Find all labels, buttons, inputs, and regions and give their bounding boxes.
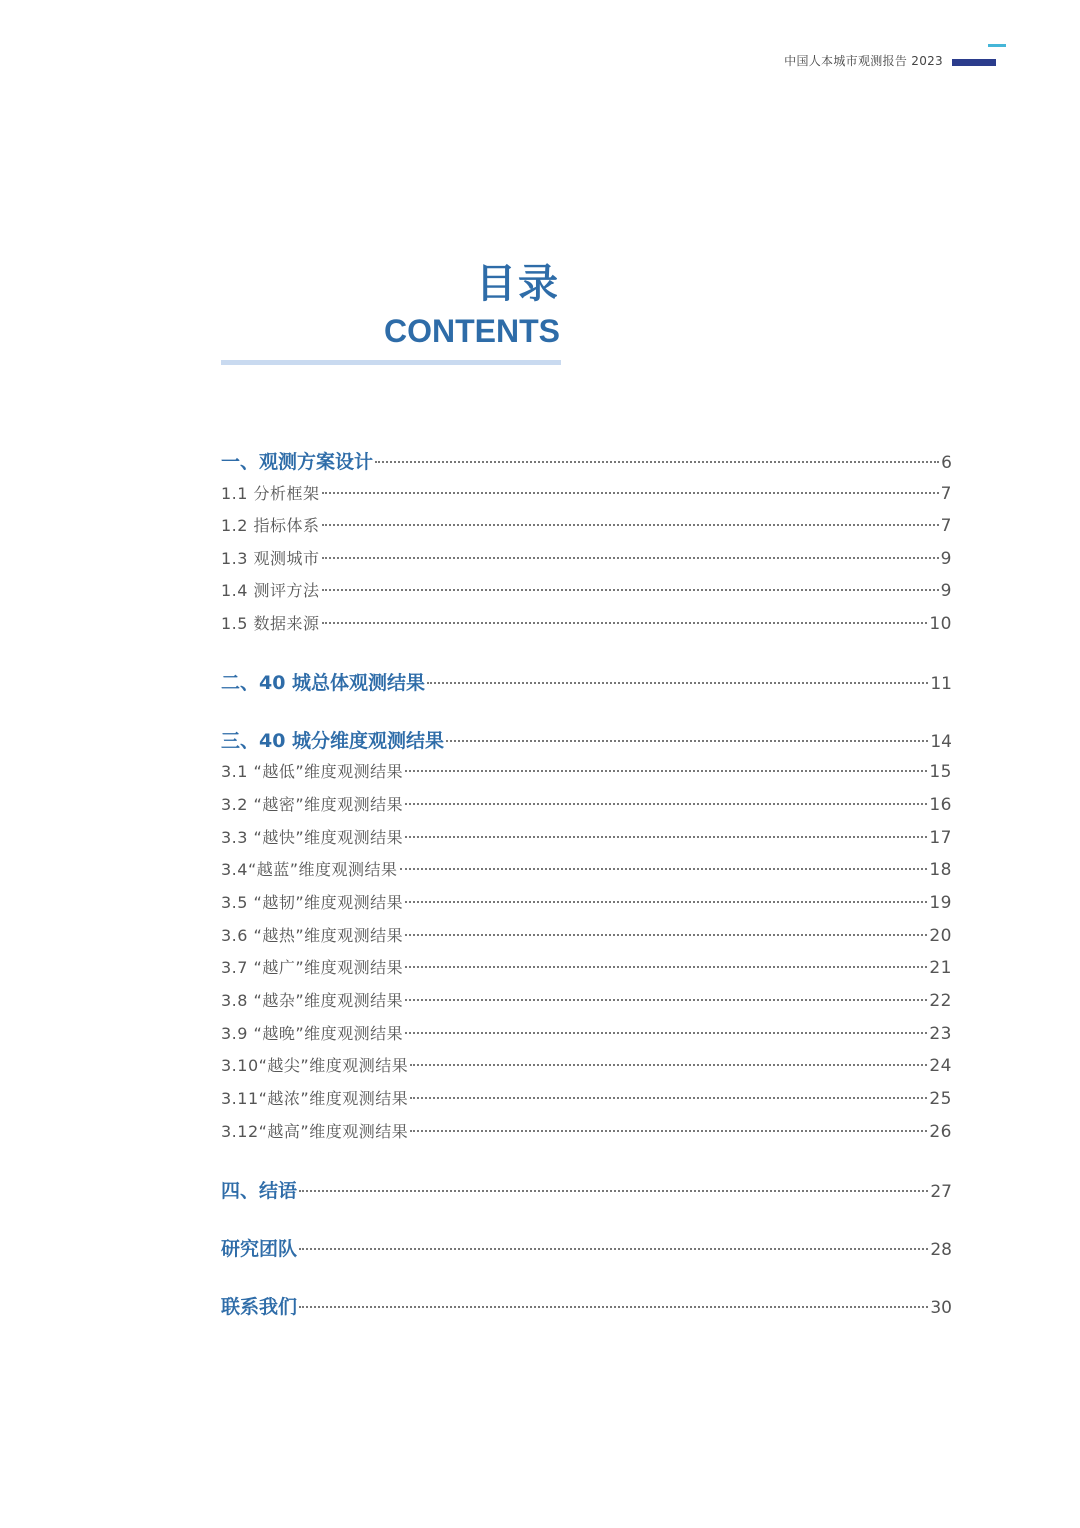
toc-entry-label: 3.6 “越热”维度观测结果 <box>221 926 404 945</box>
toc-entry-label: 3.5 “越韧”维度观测结果 <box>221 893 404 912</box>
toc-entry[interactable] <box>221 1085 952 1113</box>
toc-entry-label: 1.3 观测城市 <box>221 549 320 568</box>
toc-entry-page: 16 <box>929 795 952 815</box>
dot-leader <box>446 740 928 742</box>
toc-entry-page: 18 <box>929 860 952 880</box>
dot-leader <box>299 1248 928 1250</box>
dot-leader <box>405 1032 927 1034</box>
toc-entry-page: 14 <box>930 732 952 752</box>
toc-entry-page: 25 <box>929 1089 952 1109</box>
dot-leader <box>410 1130 927 1132</box>
dot-leader <box>405 901 927 903</box>
page-title-cn: 目录 <box>476 261 560 307</box>
dot-leader <box>410 1097 927 1099</box>
toc-entry[interactable] <box>221 791 952 819</box>
toc-entry-page: 10 <box>929 614 952 634</box>
dot-leader <box>322 622 928 624</box>
toc-entry-page: 11 <box>930 674 952 694</box>
toc-entry[interactable] <box>221 577 952 605</box>
dot-leader <box>405 999 927 1001</box>
toc-entry-label: 四、结语 <box>221 1180 298 1202</box>
dot-leader <box>322 524 939 526</box>
toc-entry[interactable] <box>221 512 952 540</box>
toc-entry-page: 7 <box>940 516 952 536</box>
toc-entry-label: 3.8 “越杂”维度观测结果 <box>221 991 404 1010</box>
toc-entry[interactable] <box>221 1293 952 1321</box>
toc-entry-page: 23 <box>929 1024 952 1044</box>
toc-entry-label: 1.4 测评方法 <box>221 581 320 600</box>
toc-entry[interactable] <box>221 987 952 1015</box>
title-underline <box>221 360 561 365</box>
toc-entry-label: 3.10“越尖”维度观测结果 <box>221 1056 409 1075</box>
toc-entry-page: 28 <box>930 1240 952 1260</box>
toc-entry-page: 30 <box>930 1298 952 1318</box>
toc-entry-page: 17 <box>929 828 952 848</box>
toc-entry-label: 1.1 分析框架 <box>221 484 320 503</box>
toc-entry-page: 7 <box>940 484 952 504</box>
dot-leader <box>400 868 928 870</box>
toc-entry[interactable] <box>221 545 952 573</box>
toc-entry-page: 9 <box>940 549 952 569</box>
toc-entry-page: 6 <box>941 453 952 473</box>
dot-leader <box>405 836 927 838</box>
title-block <box>384 255 560 351</box>
toc-entry-label: 联系我们 <box>221 1296 298 1318</box>
page-title-en: CONTENTS <box>384 313 560 349</box>
toc-entry-page: 19 <box>929 893 952 913</box>
toc-entry-label: 一、观测方案设计 <box>221 451 374 473</box>
dot-leader <box>405 803 927 805</box>
toc-entry-page: 27 <box>930 1182 952 1202</box>
dot-leader <box>299 1306 928 1308</box>
dot-leader <box>410 1064 927 1066</box>
toc-entry-page: 26 <box>929 1122 952 1142</box>
toc-entry[interactable] <box>221 856 952 884</box>
toc-entry-label: 二、40 城总体观测结果 <box>221 672 426 694</box>
toc-entry-page: 15 <box>929 762 952 782</box>
toc-entry-label: 研究团队 <box>221 1238 298 1260</box>
header-running-title: 中国人本城市观测报告 2023 <box>784 54 943 68</box>
dot-leader <box>299 1190 928 1192</box>
toc-entry[interactable] <box>221 1052 952 1080</box>
toc-entry[interactable] <box>221 922 952 950</box>
dot-leader <box>375 461 939 463</box>
toc-entry[interactable] <box>221 758 952 786</box>
toc-entry-page: 9 <box>940 581 952 601</box>
toc-entry[interactable] <box>221 669 952 697</box>
toc-entry-label: 3.2 “越密”维度观测结果 <box>221 795 404 814</box>
dot-leader <box>427 682 928 684</box>
toc-entry[interactable] <box>221 727 952 755</box>
toc-entry[interactable] <box>221 610 952 638</box>
toc-entry-page: 22 <box>929 991 952 1011</box>
toc-entry[interactable] <box>221 1235 952 1263</box>
toc-entry-label: 1.5 数据来源 <box>221 614 320 633</box>
toc-entry-label: 3.12“越高”维度观测结果 <box>221 1122 409 1141</box>
toc-entry-page: 20 <box>929 926 952 946</box>
dot-leader <box>322 557 939 559</box>
toc-entry-page: 24 <box>929 1056 952 1076</box>
toc-entry-page: 21 <box>929 958 952 978</box>
toc-entry[interactable] <box>221 480 952 508</box>
header-accent-bar <box>952 59 996 66</box>
toc-entry-label: 3.1 “越低”维度观测结果 <box>221 762 404 781</box>
toc-entry-label: 3.4“越蓝”维度观测结果 <box>221 860 398 879</box>
toc-entry[interactable] <box>221 954 952 982</box>
toc-entry[interactable] <box>221 1020 952 1048</box>
toc-entry[interactable] <box>221 1118 952 1146</box>
toc-entry[interactable] <box>221 448 952 476</box>
dot-leader <box>322 492 939 494</box>
dot-leader <box>322 589 939 591</box>
toc-entry-label: 1.2 指标体系 <box>221 516 320 535</box>
dot-leader <box>405 934 927 936</box>
toc-entry-label: 3.11“越浓”维度观测结果 <box>221 1089 409 1108</box>
toc-entry-label: 3.9 “越晚”维度观测结果 <box>221 1024 404 1043</box>
header-accent-tick <box>988 44 1006 47</box>
dot-leader <box>405 770 927 772</box>
dot-leader <box>405 966 927 968</box>
toc-entry-label: 三、40 城分维度观测结果 <box>221 730 445 752</box>
toc-entry-label: 3.7 “越广”维度观测结果 <box>221 958 404 977</box>
toc-entry[interactable] <box>221 889 952 917</box>
toc-entry[interactable] <box>221 1177 952 1205</box>
toc-entry-label: 3.3 “越快”维度观测结果 <box>221 828 404 847</box>
toc-entry[interactable] <box>221 824 952 852</box>
